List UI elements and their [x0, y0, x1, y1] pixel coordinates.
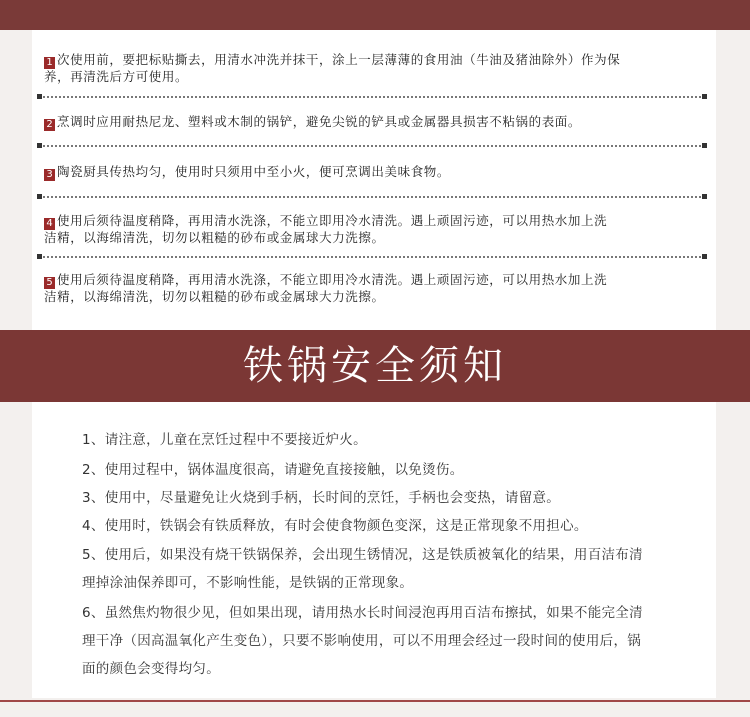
care-item-1	[44, 52, 704, 84]
dotted-divider	[40, 145, 704, 147]
dotted-divider	[40, 96, 704, 98]
item-number-badge: 5	[44, 277, 55, 289]
safety-rule-line: 3、使用中，尽量避免让火烧到手柄，长时间的烹饪，手柄也会变热，请留意。	[82, 490, 561, 506]
safety-rule-line: 理掉涂油保养即可，不影响性能，是铁锅的正常现象。	[82, 575, 414, 591]
care-item-2	[44, 114, 704, 131]
safety-rule-line: 2、使用过程中，锅体温度很高，请避免直接接触，以免烫伤。	[82, 462, 464, 478]
care-item-text: 烹调时应用耐热尼龙、塑料或木制的锅铲，避免尖锐的铲具或金属器具损害不粘锅的表面。	[57, 114, 582, 129]
care-item-5	[44, 272, 704, 304]
dotted-divider	[40, 256, 704, 258]
care-item-text: 陶瓷厨具传热均匀，使用时只须用中至小火，便可烹调出美味食物。	[57, 164, 451, 179]
safety-rule-line: 1、请注意，儿童在烹饪过程中不要接近炉火。	[82, 432, 367, 448]
care-item-text: 养，再清洗后方可使用。	[44, 69, 189, 84]
care-item-text: 次使用前，要把标贴撕去，用清水冲洗并抹干，涂上一层薄薄的食用油（牛油及猪油除外）作为保	[57, 52, 621, 67]
bottom-divider	[0, 700, 750, 702]
safety-rule-line: 5、使用后，如果没有烧干铁锅保养，会出现生锈情况，这是铁质被氧化的结果，用百洁布清	[82, 547, 643, 563]
safety-rule-line: 6、虽然焦灼物很少见，但如果出现，请用热水长时间浸泡再用百洁布擦拭，如果不能完全清	[82, 605, 643, 621]
care-item-text: 洁精，以海绵清洗，切勿以粗糙的砂布或金属球大力洗擦。	[44, 230, 385, 245]
item-number-badge: 4	[44, 218, 55, 230]
item-number-badge: 2	[44, 119, 55, 131]
safety-rule-line: 面的颜色会变得均匀。	[82, 661, 220, 677]
dotted-divider	[40, 196, 704, 198]
top-color-band	[0, 0, 750, 30]
item-number-badge: 3	[44, 169, 55, 181]
care-item-text: 使用后须待温度稍降，再用清水洗涤，不能立即用冷水清洗。遇上顽固污迹，可以用热水加上洗	[57, 213, 608, 228]
care-item-4	[44, 213, 704, 245]
safety-title: 铁锅安全须知	[243, 343, 507, 389]
care-item-3	[44, 164, 704, 181]
item-number-badge: 1	[44, 57, 55, 69]
safety-rule-line: 理干净（因高温氧化产生变色），只要不影响使用，可以不用理会经过一段时间的使用后，锅	[82, 633, 642, 649]
safety-rule-line: 4、使用时，铁锅会有铁质释放，有时会使食物颜色变深，这是正常现象不用担心。	[82, 518, 588, 534]
care-item-text: 洁精，以海绵清洗，切勿以粗糙的砂布或金属球大力洗擦。	[44, 289, 385, 304]
care-item-text: 使用后须待温度稍降，再用清水洗涤，不能立即用冷水清洗。遇上顽固污迹，可以用热水加上洗	[57, 272, 608, 287]
